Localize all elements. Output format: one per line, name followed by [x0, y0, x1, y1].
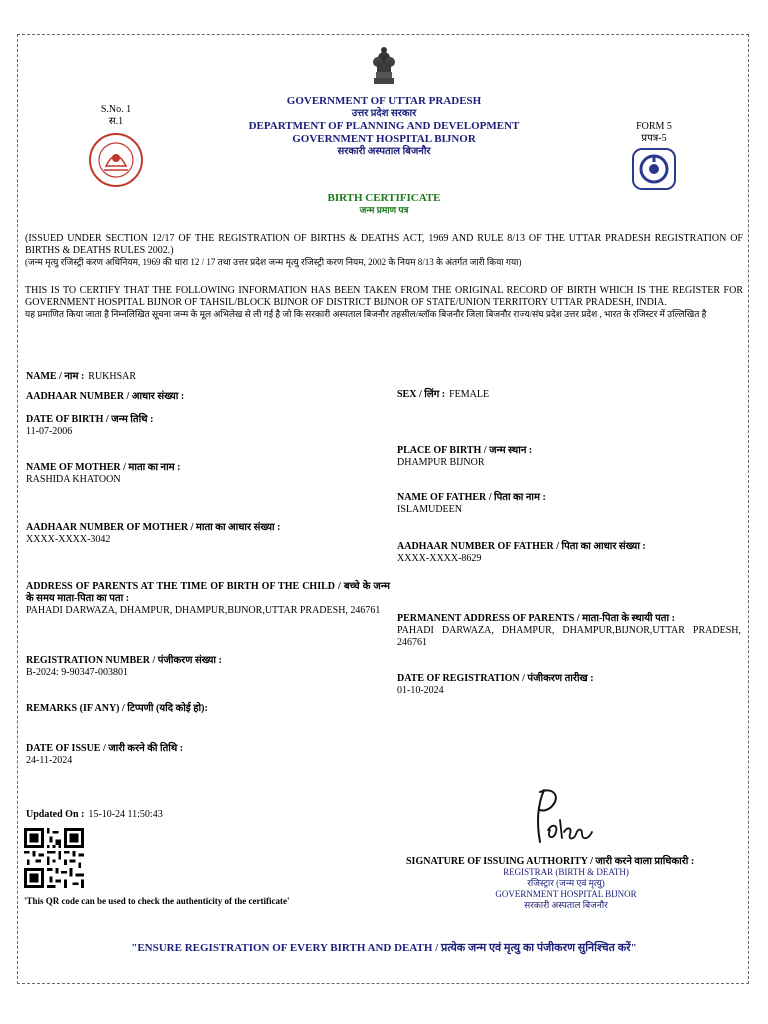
- mother-name-value: RASHIDA KHATOON: [26, 474, 121, 485]
- sex-label: SEX / लिंग :: [397, 389, 446, 400]
- mother-aadhaar-value: XXXX-XXXX-3042: [26, 534, 111, 545]
- aadhaar-label: AADHAAR NUMBER / आधार संख्या :: [26, 391, 185, 402]
- signature-label: SIGNATURE OF ISSUING AUTHORITY / जारी करने वाला प्राधिकारी :: [406, 856, 695, 867]
- issued-under-text-hindi: (जन्म मृत्यु रजिस्ट्री करण अधिनियम, 1969 की धारा 12 / 17 तथा उत्तर प्रदेश जन्म मृत्यु रजिस्ट्री करण नियम, 2002 के नियम 8/13 के अंतर्गत जारी किया गया): [25, 257, 522, 267]
- registrar-title: REGISTRAR (BIRTH & DEATH): [503, 867, 629, 877]
- updated-on-label: Updated On :: [26, 809, 85, 820]
- name-value: RUKHSAR: [88, 371, 137, 382]
- registration-date-value: 01-10-2024: [397, 685, 444, 696]
- birth-address-value: PAHADI DARWAZA, DHAMPUR, DHAMPUR,BIJNOR,UTTAR PRADESH, 246761: [26, 605, 381, 616]
- ensure-registration-banner: "ENSURE REGISTRATION OF EVERY BIRTH AND DEATH / प्रत्येक जन्म एवं मृत्यु का पंजीकरण सुनिश्चित करें": [131, 942, 637, 954]
- mother-aadhaar-label: AADHAAR NUMBER OF MOTHER / माता का आधार संख्या :: [26, 522, 281, 533]
- issue-date-value: 24-11-2024: [26, 755, 73, 766]
- form-number-hindi: प्रपत्र-5: [641, 133, 667, 144]
- father-aadhaar-label: AADHAAR NUMBER OF FATHER / पिता का आधार संख्या :: [397, 541, 646, 552]
- serial-number: S.No. 1: [100, 104, 132, 115]
- certificate-title: BIRTH CERTIFICATE: [327, 192, 441, 204]
- mother-name-label: NAME OF MOTHER / माता का नाम :: [26, 462, 181, 473]
- form-number: FORM 5: [636, 121, 672, 132]
- name-label: NAME / नाम :: [26, 371, 85, 382]
- issue-date-label: DATE OF ISSUE / जारी करने की तिथि :: [26, 743, 184, 754]
- birth-address-label: ADDRESS OF PARENTS AT THE TIME OF BIRTH OF THE CHILD / बच्चे के जन्म के समय माता-पिता का पता :: [26, 581, 390, 604]
- registration-date-label: DATE OF REGISTRATION / पंजीकरण तारीख :: [397, 673, 594, 684]
- up-government-seal-icon: [88, 132, 144, 188]
- registration-number-label: REGISTRATION NUMBER / पंजीकरण संख्या :: [26, 655, 222, 666]
- hospital-title: GOVERNMENT HOSPITAL BIJNOR: [292, 133, 476, 145]
- serial-number-hindi: स.1: [108, 116, 124, 127]
- permanent-address-value: PAHADI DARWAZA, DHAMPUR, DHAMPUR,BIJNOR,UTTAR PRADESH, 246761: [397, 625, 741, 648]
- sex-value: FEMALE: [449, 389, 490, 400]
- certificate-title-hindi: जन्म प्रमाण पत्र: [359, 205, 409, 215]
- dob-value: 11-07-2006: [26, 426, 73, 437]
- qr-note: 'This QR code can be used to check the authenticity of the certificate': [24, 896, 290, 906]
- father-name-label: NAME OF FATHER / पिता का नाम :: [397, 492, 546, 503]
- permanent-address-label: PERMANENT ADDRESS OF PARENTS / माता-पिता के स्थायी पता :: [397, 613, 675, 624]
- certify-text: THIS IS TO CERTIFY THAT THE FOLLOWING INFORMATION HAS BEEN TAKEN FROM THE ORIGINAL RECORD OF BIRTH WHICH IS THE REGISTER FOR GOVERNMENT HOSPITAL BIJNOR OF TAHSIL/BLOCK BIJNOR OF DISTRICT BIJNOR OF STATE/UNION TERRITORY UTTAR PRADESH, INDIA.: [25, 285, 743, 308]
- issued-under-text: (ISSUED UNDER SECTION 12/17 OF THE REGISTRATION OF BIRTHS & DEATHS ACT, 1969 AND RULE 8/13 OF THE UTTAR PRADESH REGISTRATION OF BIRTHS & DEATHS RULES 2002.): [25, 233, 743, 256]
- national-emblem-icon: [370, 44, 398, 86]
- birth-place-label: PLACE OF BIRTH / जन्म स्थान :: [397, 445, 533, 456]
- hospital-title-hindi: सरकारी अस्पताल बिजनौर: [337, 146, 431, 157]
- issuing-hospital-hindi: सरकारी अस्पताल बिजनौर: [524, 900, 608, 910]
- registrar-title-hindi: रजिस्ट्रार (जन्म एवं मृत्यु): [527, 878, 605, 888]
- remarks-label: REMARKS (IF ANY) / टिप्पणी (यदि कोई हो):: [26, 703, 208, 714]
- department-title: DEPARTMENT OF PLANNING AND DEVELOPMENT: [248, 120, 520, 132]
- registration-number-value: B-2024: 9-90347-003801: [26, 667, 128, 678]
- birth-place-value: DHAMPUR BIJNOR: [397, 457, 485, 468]
- qr-code[interactable]: [24, 828, 84, 888]
- father-name-value: ISLAMUDEEN: [397, 504, 462, 515]
- registration-logo-icon: [632, 148, 676, 190]
- certify-text-hindi: यह प्रमाणित किया जाता है निम्नलिखित सूचना जन्म के मूल अभिलेख से ली गई है जो कि सरकारी अस्पताल बिजनौर तहसील/ब्लॉक बिजनौर जिला बिजनौर राज्य/संघ प्रदेश उत्तर प्रदेश , भारत के रजिस्टर में उल्लिखित है: [25, 309, 707, 319]
- government-title-hindi: उत्तर प्रदेश सरकार: [351, 108, 417, 119]
- signature: [510, 784, 600, 850]
- dob-label: DATE OF BIRTH / जन्म तिथि :: [26, 414, 154, 425]
- updated-on-value: 15-10-24 11:50:43: [88, 809, 163, 820]
- issuing-hospital: GOVERNMENT HOSPITAL BIJNOR: [495, 889, 637, 899]
- father-aadhaar-value: XXXX-XXXX-8629: [397, 553, 482, 564]
- government-title: GOVERNMENT OF UTTAR PRADESH: [286, 95, 482, 107]
